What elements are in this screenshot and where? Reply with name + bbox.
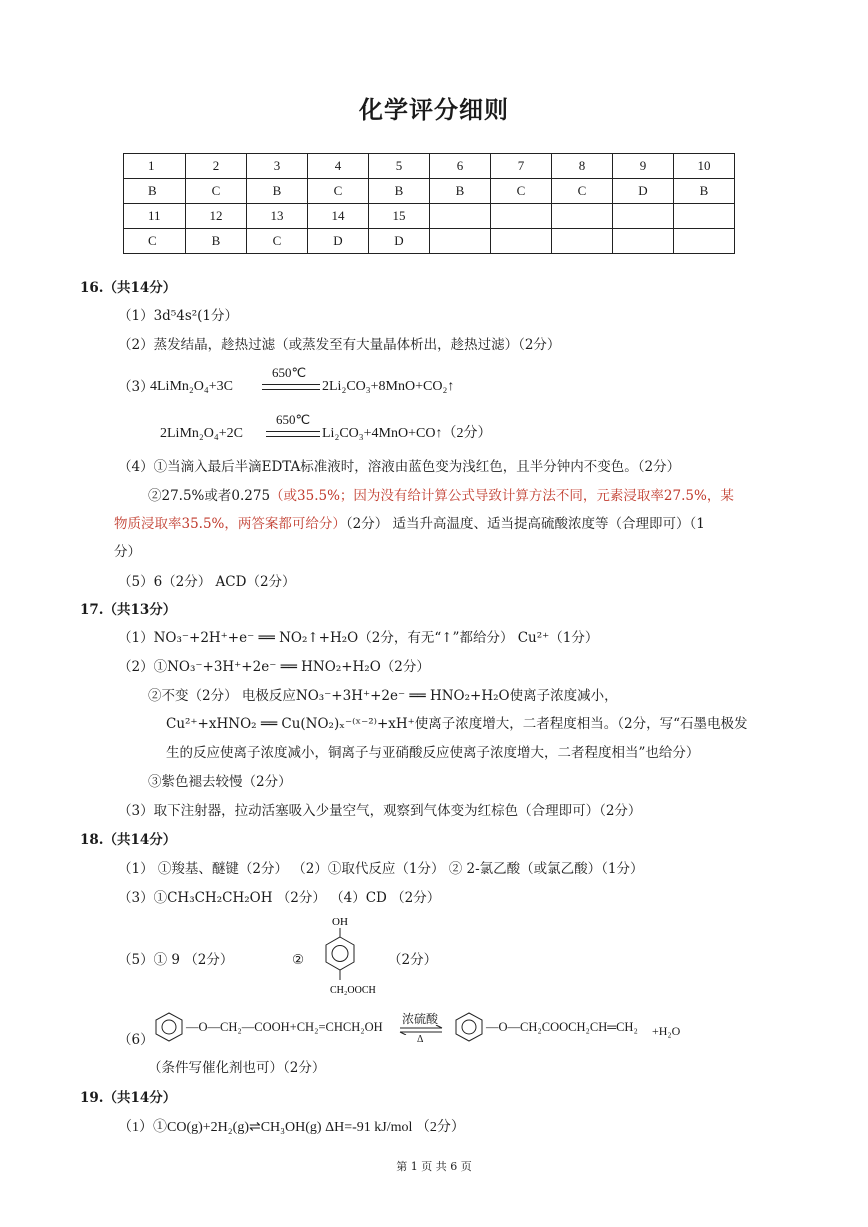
answer-cell: [430, 204, 491, 229]
answer-cell: 13: [247, 204, 308, 229]
q16-part3-label: （3）: [118, 379, 154, 395]
answer-cell: 8: [552, 154, 613, 179]
q18-part3-4: （3）①CH₃CH₂CH₂OH （2分） （4）CD （2分）: [118, 890, 441, 906]
answer-table: [123, 153, 735, 254]
answer-cell: C: [491, 179, 552, 204]
answer-cell: B: [124, 179, 186, 204]
q16-part1: （1）3d⁵4s²(1分）: [118, 308, 239, 324]
q18-eq6-cond-top: 浓硫酸: [402, 1012, 439, 1026]
q16-eq2-left: 2LiMn₂O₄+2C: [160, 426, 243, 441]
q16-eq2-equals-sign: [266, 431, 320, 437]
answer-cell: 4: [308, 154, 369, 179]
q16-part4-b-note: （或35.5%；因为没有给计算公式导致计算方法不同，元素浸取率27.5%，某: [270, 488, 734, 504]
answer-cell: [674, 204, 735, 229]
answer-cell: [613, 204, 674, 229]
answer-cell: 11: [124, 204, 186, 229]
answer-cell: C: [552, 179, 613, 204]
q19-heading: 19.（共14分）: [80, 1090, 177, 1106]
q16-eq1-left: 4LiMn₂O₄+3C: [150, 379, 233, 394]
q18-part1-2: （1） ①羧基、醚键（2分） （2）①取代反应（1分） ② 2-氯乙酸（或氯乙酸）（1分）: [118, 861, 644, 877]
answer-cell: B: [247, 179, 308, 204]
answer-cell: 7: [491, 154, 552, 179]
answer-cell: C: [124, 229, 186, 254]
answer-cell: C: [186, 179, 247, 204]
answer-cell: [613, 229, 674, 254]
benzene-ring-product: [452, 1010, 486, 1044]
benzene-ring-reactant: [152, 1010, 186, 1044]
q16-part4-c-answer: （2分） 适当升高温度、适当提高硫酸浓度等（合理即可）（1: [345, 516, 705, 532]
answer-cell: D: [613, 179, 674, 204]
q18-eq6-cond-bottom: Δ: [417, 1034, 424, 1045]
struct-oh-label: OH: [332, 916, 348, 928]
answer-row: [124, 154, 735, 179]
q18-part5-a: （5）① 9 （2分）: [118, 952, 234, 968]
answer-cell: 6: [430, 154, 491, 179]
q18-part5-b-score: （2分）: [388, 952, 438, 968]
page-title: 化学评分细则: [359, 96, 509, 124]
q19-part1: （1）①CO(g)+2H₂(g)⇌CH₃OH(g) ΔH=-91 kJ/mol （2分）: [118, 1120, 465, 1135]
answer-cell: 5: [369, 154, 430, 179]
q18-eq6-right: —O—CH₂COOCH₂CH═CH₂: [486, 1020, 638, 1034]
answer-cell: 2: [186, 154, 247, 179]
q18-part5-b-label: ②: [292, 952, 305, 968]
answer-cell: 1: [124, 154, 186, 179]
answer-cell: 10: [674, 154, 735, 179]
q17-part2-a: （2）①NO₃⁻+3H⁺+2e⁻ ══ HNO₂+H₂O（2分）: [118, 659, 430, 675]
q18-eq6-left: —O—CH₂—COOH+CH₂=CHCH₂OH: [186, 1020, 383, 1034]
answer-cell: [674, 229, 735, 254]
answer-cell: B: [430, 179, 491, 204]
answer-cell: [430, 229, 491, 254]
q17-part2-d: 生的反应使离子浓度减小，铜离子与亚硝酸反应使离子浓度增大，二者程度相当”也给分）: [166, 745, 700, 761]
q16-eq2-condition: 650℃: [276, 412, 311, 427]
q16-part4-b-answer: ②27.5%或者0.275: [148, 488, 271, 504]
q16-eq1-condition: 650℃: [272, 365, 307, 380]
q18-heading: 18.（共14分）: [80, 832, 177, 848]
answer-cell: C: [247, 229, 308, 254]
q16-part4-c: [114, 514, 705, 534]
q17-part2-c: Cu²⁺+xHNO₂ ══ Cu(NO₂)ₓ⁻⁽ˣ⁻²⁾+xH⁺使离子浓度增大，二者程度相当。（2分，写“石墨电极发: [166, 716, 748, 732]
q17-part3: （3）取下注射器，拉动活塞吸入少量空气，观察到气体变为红棕色（合理即可）（2分）: [118, 803, 642, 819]
answer-cell: [491, 204, 552, 229]
struct-sub-label: CH₂OOCH: [330, 985, 376, 996]
q17-part1: （1）NO₃⁻+2H⁺+e⁻ ══ NO₂↑+H₂O（2分，有无“↑”都给分） Cu²⁺（1分）: [118, 630, 599, 646]
answer-cell: [552, 229, 613, 254]
benzene-structure-5b: [310, 910, 390, 1000]
answer-cell: D: [308, 229, 369, 254]
answer-cell: B: [186, 229, 247, 254]
q16-eq1-right: 2Li₂CO₃+8MnO+CO₂↑: [322, 379, 455, 394]
answer-cell: 12: [186, 204, 247, 229]
q16-eq2-right: Li₂CO₃+4MnO+CO↑（2分）: [322, 426, 492, 441]
q16-part4-b: [148, 486, 734, 506]
answer-cell: 15: [369, 204, 430, 229]
q16-heading: 16.（共14分）: [80, 280, 177, 296]
q16-part5: （5）6（2分） ACD（2分）: [118, 574, 296, 590]
q18-part6-label: （6）: [118, 1032, 154, 1048]
answer-cell: [552, 204, 613, 229]
q17-heading: 17.（共13分）: [80, 602, 177, 618]
benzene-ring: [326, 937, 354, 970]
q17-part2-e: ③紫色褪去较慢（2分）: [148, 774, 292, 790]
answer-cell: D: [369, 229, 430, 254]
answer-cell: B: [369, 179, 430, 204]
answer-row: [124, 179, 735, 204]
answer-cell: B: [674, 179, 735, 204]
q16-eq1-equals-sign: [262, 384, 320, 390]
answer-cell: 3: [247, 154, 308, 179]
answer-row: [124, 204, 735, 229]
q18-part6-note: （条件写催化剂也可）（2分）: [148, 1060, 326, 1076]
answer-cell: 14: [308, 204, 369, 229]
q16-part4-c-note: 物质浸取率35.5%，两答案都可给分）: [114, 516, 346, 532]
answer-cell: [491, 229, 552, 254]
benzene-ring-circle: [332, 946, 348, 962]
q17-part2-b: ②不变（2分） 电极反应NO₃⁻+3H⁺+2e⁻ ══ HNO₂+H₂O使离子浓度减小，: [148, 688, 618, 704]
q16-part4-d: 分）: [114, 544, 141, 560]
answer-cell: C: [308, 179, 369, 204]
answer-row: [124, 229, 735, 254]
q16-part2: （2）蒸发结晶，趁热过滤（或蒸发至有大量晶体析出，趁热过滤）（2分）: [118, 337, 561, 353]
q18-eq6-water: +H₂O: [652, 1024, 681, 1038]
answer-cell: 9: [613, 154, 674, 179]
page-footer: 第 1 页 共 6 页: [396, 1160, 472, 1173]
q16-part4-a: （4）①当滴入最后半滴EDTA标准液时，溶液由蓝色变为浅红色，且半分钟内不变色。（2分）: [118, 459, 681, 475]
